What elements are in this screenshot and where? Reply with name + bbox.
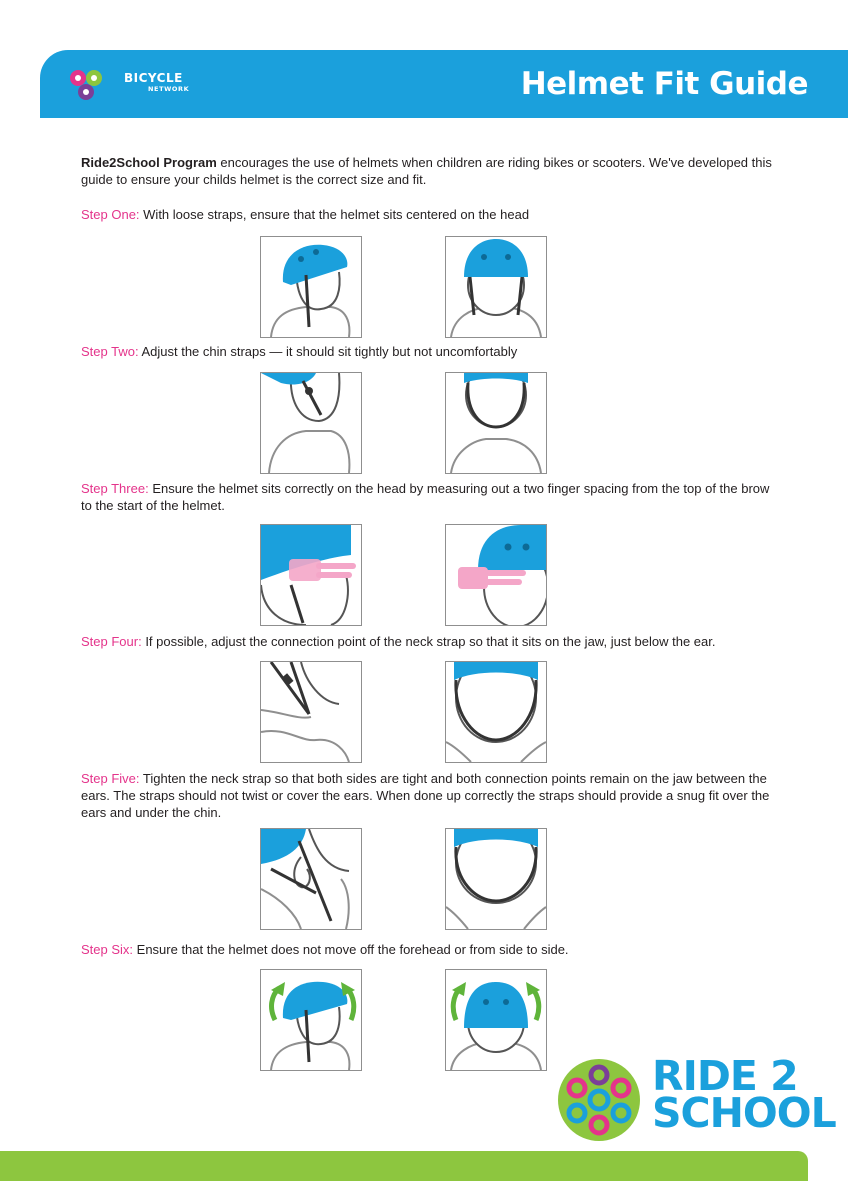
step-six	[81, 941, 781, 958]
chin-strap-front-illustration	[446, 373, 546, 473]
snug-fit-front-illustration	[446, 829, 546, 929]
helmet-stability-side-illustration	[261, 970, 361, 1070]
step-label: Step Three:	[81, 481, 149, 496]
program-name: Ride2School Program	[81, 155, 217, 170]
snug-fit-side-illustration	[261, 829, 361, 929]
chin-strap-side-illustration	[261, 373, 361, 473]
step-one	[81, 206, 781, 223]
helmet-stability-front-illustration	[446, 970, 546, 1070]
step-four-front-image	[445, 661, 547, 763]
two-finger-side-illustration	[261, 525, 361, 625]
intro-text: encourages the use of helmets when children are riding bikes or scooters. We've developed this guide to ensure your childs helmet is the correct size and fit.	[81, 155, 772, 187]
step-label: Step Five:	[81, 771, 140, 786]
helmet-side-illustration	[261, 237, 361, 337]
step-four-side-image	[260, 661, 362, 763]
step-one-side-image	[260, 236, 362, 338]
brand-line-2: NETWORK	[148, 85, 190, 93]
footer-bar	[0, 1151, 808, 1181]
step-two	[81, 343, 781, 360]
ride2school-logo-icon	[557, 1058, 641, 1142]
step-six-side-image	[260, 969, 362, 1071]
page-title: Helmet Fit Guide	[520, 66, 808, 102]
brand-line-1: BICYCLE	[124, 71, 183, 85]
step-label: Step One:	[81, 207, 140, 222]
ride2school-wordmark	[652, 1052, 836, 1137]
step-text: Ensure that the helmet does not move off the forehead or from side to side.	[133, 942, 569, 957]
neck-strap-side-illustration	[261, 662, 361, 762]
ride2school-line-1: RIDE 2	[652, 1052, 798, 1100]
step-label: Step Six:	[81, 942, 134, 957]
step-five	[81, 770, 781, 821]
step-three-front-image	[445, 524, 547, 626]
step-four	[81, 633, 781, 650]
step-text: If possible, adjust the connection point of the neck strap so that it sits on the jaw, just below the ear.	[141, 634, 716, 649]
step-text: Adjust the chin straps — it should sit tightly but not uncomfortably	[138, 344, 518, 359]
step-three-side-image	[260, 524, 362, 626]
step-six-front-image	[445, 969, 547, 1071]
step-two-side-image	[260, 372, 362, 474]
helmet-front-illustration	[446, 237, 546, 337]
ride2school-line-2: SCHOOL	[652, 1089, 836, 1137]
step-label: Step Four:	[81, 634, 142, 649]
step-one-front-image	[445, 236, 547, 338]
bicycle-network-logo-icon	[68, 68, 104, 104]
neck-strap-front-illustration	[446, 662, 546, 762]
step-text: Tighten the neck strap so that both sides are tight and both connection points remain on the jaw between the ears. The straps should not twist or cover the ears. When done up correctly the straps should provide a snug fit over the ears and under the chin.	[81, 771, 770, 820]
brand-name	[124, 72, 189, 93]
step-text: Ensure the helmet sits correctly on the head by measuring out a two finger spacing from the top of the brow to the start of the helmet.	[81, 481, 770, 513]
step-label: Step Two:	[81, 344, 139, 359]
header-banner	[40, 50, 848, 118]
intro-paragraph	[81, 154, 781, 188]
two-finger-front-illustration	[446, 525, 546, 625]
step-three	[81, 480, 781, 514]
step-five-side-image	[260, 828, 362, 930]
step-five-front-image	[445, 828, 547, 930]
step-two-front-image	[445, 372, 547, 474]
step-text: With loose straps, ensure that the helmet sits centered on the head	[139, 207, 530, 222]
